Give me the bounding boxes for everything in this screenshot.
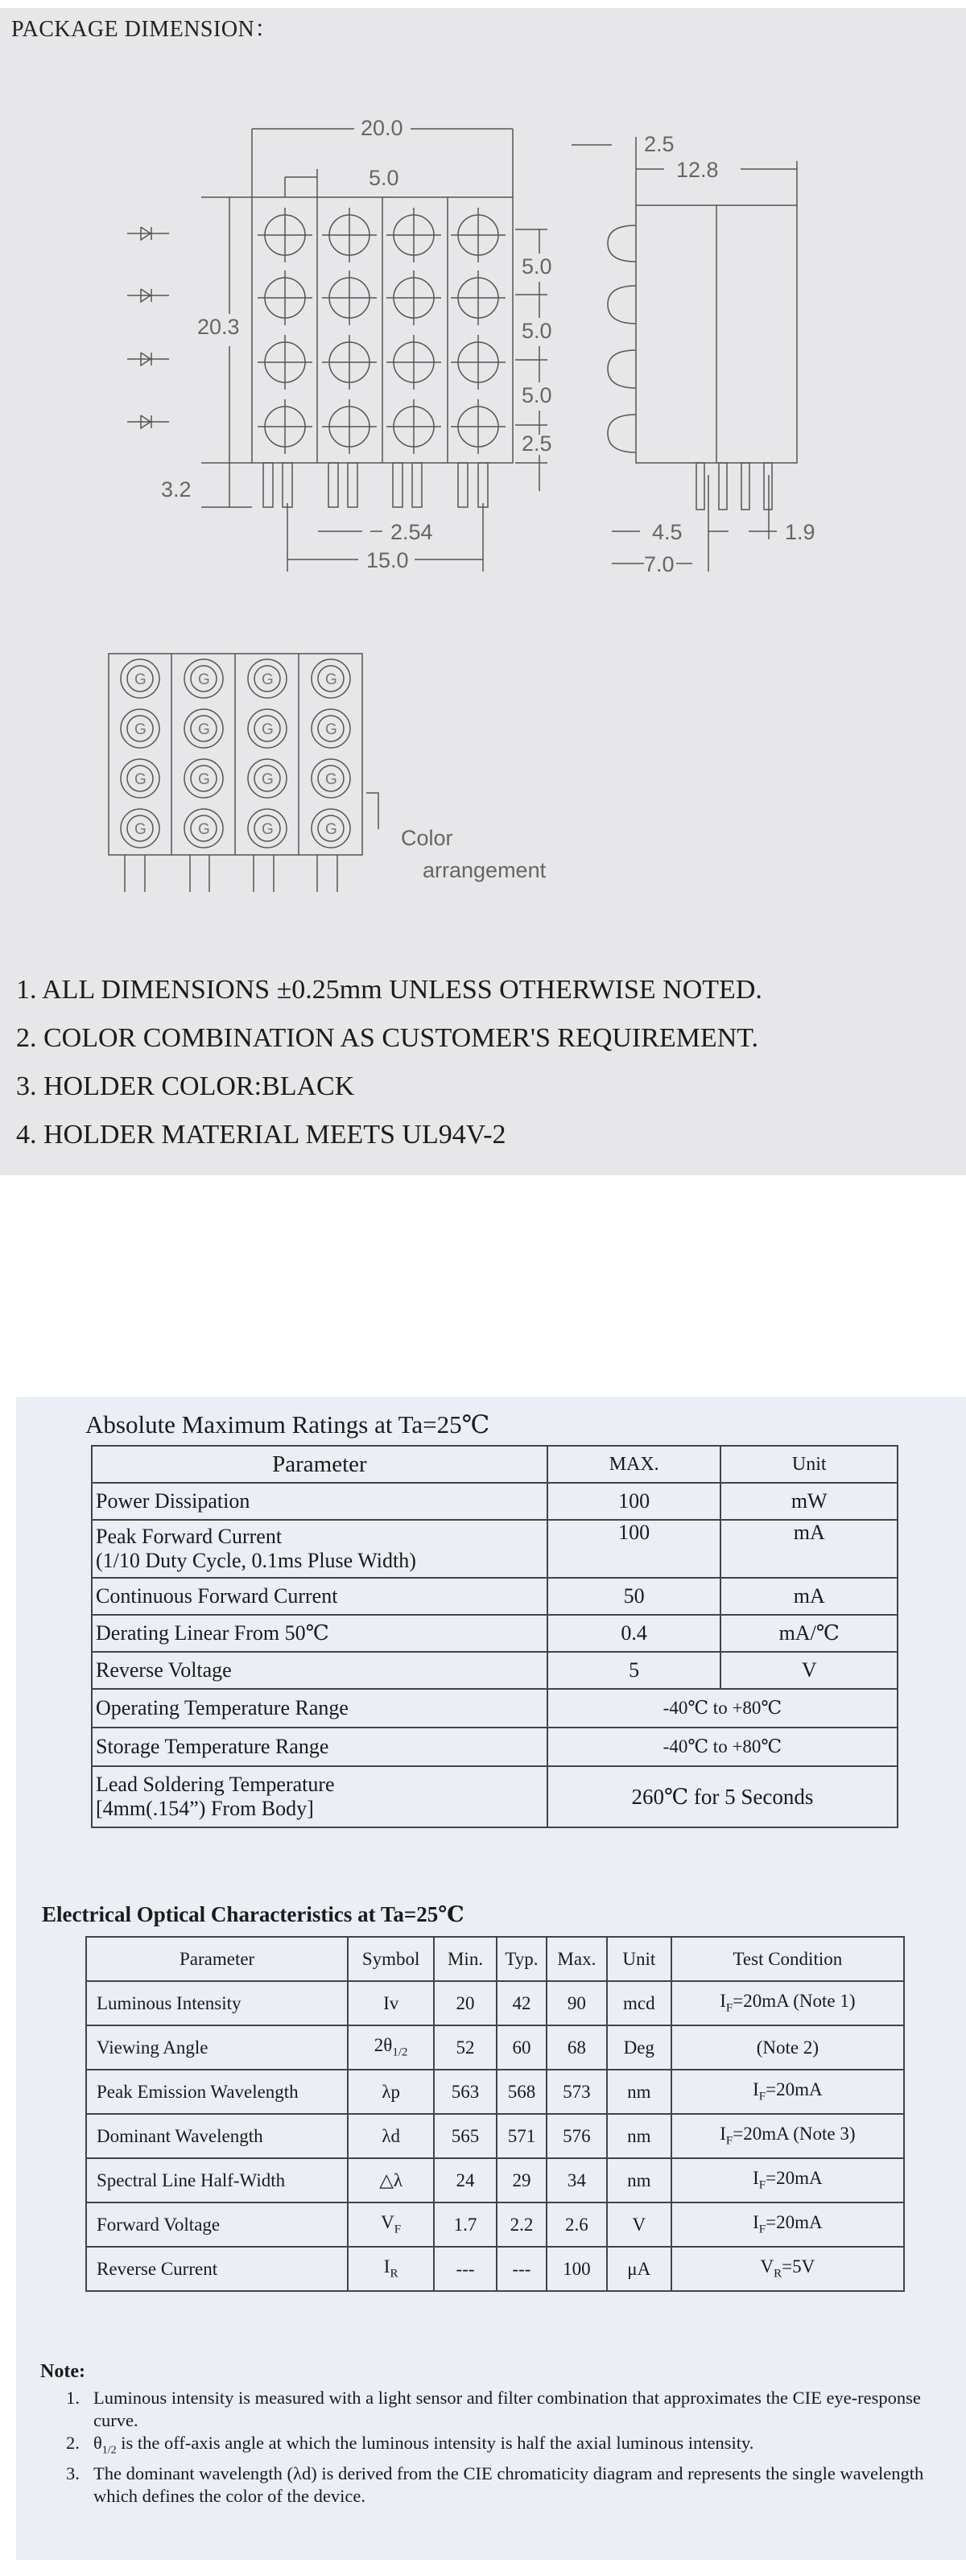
header-typ: Typ. bbox=[497, 1937, 547, 1981]
header-parameter: Parameter bbox=[86, 1937, 348, 1981]
condition-rest: =20mA bbox=[766, 2079, 823, 2100]
package-note: 3. HOLDER COLOR:BLACK bbox=[16, 1071, 355, 1101]
param-line2: [4mm(.154”) From Body] bbox=[96, 1797, 314, 1820]
range-cell: -40℃ to +80℃ bbox=[547, 1728, 898, 1766]
param-cell: Power Dissipation bbox=[92, 1483, 547, 1520]
header-unit: Unit bbox=[607, 1937, 671, 1981]
side-pin bbox=[696, 463, 704, 510]
range-cell: -40℃ to +80℃ bbox=[547, 1689, 898, 1728]
param-cell: Reverse Current bbox=[86, 2247, 348, 2291]
symbol-cell bbox=[348, 2025, 434, 2070]
front-pins bbox=[263, 463, 488, 507]
note-text: is the off-axis angle at which the luminous intensity is half the axial luminous intensity. bbox=[116, 2433, 754, 2453]
min-cell: 1.7 bbox=[434, 2202, 497, 2247]
eoc-header bbox=[86, 1937, 904, 1981]
condition-cell bbox=[671, 2025, 904, 2070]
side-pin bbox=[764, 463, 772, 510]
pin bbox=[263, 463, 273, 507]
dim-overall-height: 20.3 bbox=[197, 315, 240, 339]
note-number: 1. bbox=[66, 2388, 80, 2408]
unit-cell: V bbox=[720, 1652, 898, 1689]
header-symbol: Symbol bbox=[348, 1937, 434, 1981]
condition-cell bbox=[671, 2158, 904, 2202]
table-row bbox=[92, 1728, 898, 1766]
condition-sub: R bbox=[774, 2267, 782, 2281]
typ-cell: 29 bbox=[497, 2158, 547, 2202]
condition-cell bbox=[671, 2070, 904, 2114]
note-symbol: θ bbox=[93, 2433, 102, 2453]
package-note: 4. HOLDER MATERIAL MEETS UL94V-2 bbox=[16, 1120, 506, 1150]
max-cell: 34 bbox=[547, 2158, 607, 2202]
color-letter: G bbox=[134, 821, 147, 838]
header-min: Min. bbox=[434, 1937, 497, 1981]
condition-main: V bbox=[760, 2256, 774, 2277]
min-cell: --- bbox=[434, 2247, 497, 2291]
param-cell: Peak Emission Wavelength bbox=[86, 2070, 348, 2114]
led-direction-arrows bbox=[127, 227, 169, 428]
symbol-cell bbox=[348, 2158, 434, 2202]
condition-cell bbox=[671, 1981, 904, 2025]
package-notes bbox=[16, 966, 762, 1159]
unit-cell: mA/℃ bbox=[720, 1615, 898, 1652]
param-line2: (1/10 Duty Cycle, 0.1ms Pluse Width) bbox=[96, 1549, 416, 1572]
note-symbol-sub: 1/2 bbox=[101, 2444, 117, 2457]
typ-cell: 571 bbox=[497, 2114, 547, 2158]
dim-pin-pitch: 2.54 bbox=[390, 520, 433, 544]
side-pins bbox=[696, 463, 772, 510]
note-item bbox=[66, 2432, 935, 2462]
param-cell: Viewing Angle bbox=[86, 2025, 348, 2070]
symbol-main: λp bbox=[382, 2081, 400, 2102]
led-grid bbox=[258, 208, 506, 454]
color-letter: G bbox=[262, 721, 274, 738]
dim-side-1-9: 1.9 bbox=[785, 520, 815, 544]
symbol-main: 2θ bbox=[374, 2035, 393, 2056]
min-cell: 20 bbox=[434, 1981, 497, 2025]
condition-rest: =20mA (Note 1) bbox=[733, 1991, 856, 2012]
table-row bbox=[86, 2025, 904, 2070]
pin bbox=[458, 463, 468, 507]
dim-side-4-5: 4.5 bbox=[652, 520, 683, 544]
package-note: 2. COLOR COMBINATION AS CUSTOMER'S REQUIREMENT. bbox=[16, 1023, 759, 1053]
condition-cell bbox=[671, 2202, 904, 2247]
pin bbox=[283, 463, 292, 507]
table-row bbox=[92, 1615, 898, 1652]
unit-cell: Deg bbox=[607, 2025, 671, 2070]
pin bbox=[478, 463, 488, 507]
typ-cell: --- bbox=[497, 2247, 547, 2291]
unit-cell: nm bbox=[607, 2114, 671, 2158]
max-cell: 100 bbox=[547, 1520, 721, 1578]
dim-pin-length: 3.2 bbox=[161, 477, 192, 502]
color-letter: G bbox=[325, 671, 337, 688]
note-number: 3. bbox=[66, 2462, 80, 2483]
side-pin bbox=[719, 463, 727, 510]
color-letter: G bbox=[262, 771, 274, 788]
unit-cell: mcd bbox=[607, 1981, 671, 2025]
color-letter: G bbox=[134, 671, 147, 688]
param-cell: Luminous Intensity bbox=[86, 1981, 348, 2025]
symbol-main: I bbox=[383, 2256, 390, 2277]
param-cell: Reverse Voltage bbox=[92, 1652, 547, 1689]
note-text: The dominant wavelength (λd) is derived from the CIE chromaticity diagram and represents the single wavelength which defines the color of the device. bbox=[93, 2462, 924, 2506]
typ-cell: 2.2 bbox=[497, 2202, 547, 2247]
color-caption-line1: Color bbox=[401, 826, 453, 850]
symbol-sub: 1/2 bbox=[392, 2046, 408, 2059]
min-cell: 24 bbox=[434, 2158, 497, 2202]
condition-rest: =20mA (Note 3) bbox=[733, 2124, 856, 2145]
min-cell: 563 bbox=[434, 2070, 497, 2114]
color-letter: G bbox=[325, 821, 337, 838]
dim-side-7-0: 7.0 bbox=[644, 552, 675, 576]
pin bbox=[328, 463, 338, 507]
table-row bbox=[86, 2247, 904, 2291]
max-cell: 0.4 bbox=[547, 1615, 721, 1652]
param-line1: Peak Forward Current bbox=[96, 1525, 283, 1548]
table-row bbox=[86, 1981, 904, 2025]
param-cell bbox=[92, 1766, 547, 1827]
max-cell: 90 bbox=[547, 1981, 607, 2025]
note-text: Luminous intensity is measured with a light sensor and filter combination that approximates the CIE eye-response curve. bbox=[93, 2388, 921, 2430]
condition-main: I bbox=[720, 2124, 726, 2145]
unit-cell: mW bbox=[720, 1483, 898, 1520]
condition-rest: =20mA bbox=[766, 2212, 823, 2233]
note-item bbox=[66, 2462, 935, 2508]
param-cell: Spectral Line Half-Width bbox=[86, 2158, 348, 2202]
condition-sub: F bbox=[725, 2134, 733, 2148]
header-test-condition: Test Condition bbox=[671, 1937, 904, 1981]
symbol-main: λd bbox=[382, 2125, 400, 2146]
symbol-main: △λ bbox=[379, 2169, 403, 2190]
condition-rest: =20mA bbox=[766, 2168, 823, 2189]
param-cell: Derating Linear From 50℃ bbox=[92, 1615, 547, 1652]
symbol-main: Iv bbox=[383, 1992, 399, 2013]
color-letter: G bbox=[198, 721, 210, 738]
max-cell: 100 bbox=[547, 1483, 721, 1520]
dim-side-thickness: 2.5 bbox=[644, 132, 675, 156]
table-row bbox=[92, 1766, 898, 1827]
unit-cell: mA bbox=[720, 1520, 898, 1578]
condition-cell bbox=[671, 2247, 904, 2291]
notes-title: Note: bbox=[40, 2361, 85, 2382]
symbol-cell bbox=[348, 2070, 434, 2114]
pin bbox=[348, 463, 357, 507]
color-letter: G bbox=[198, 771, 210, 788]
unit-cell: mA bbox=[720, 1578, 898, 1615]
symbol-cell bbox=[348, 2247, 434, 2291]
symbol-cell bbox=[348, 1981, 434, 2025]
param-cell: Operating Temperature Range bbox=[92, 1689, 547, 1728]
condition-cell bbox=[671, 2114, 904, 2158]
max-cell: 50 bbox=[547, 1578, 721, 1615]
abs-max-header bbox=[92, 1446, 898, 1483]
max-cell: 2.6 bbox=[547, 2202, 607, 2247]
table-row bbox=[92, 1483, 898, 1520]
package-drawing bbox=[0, 8, 966, 942]
max-cell: 576 bbox=[547, 2114, 607, 2158]
color-letter: G bbox=[198, 671, 210, 688]
unit-cell: nm bbox=[607, 2070, 671, 2114]
condition-main: I bbox=[753, 2079, 759, 2100]
pin bbox=[393, 463, 402, 507]
symbol-main: V bbox=[381, 2212, 394, 2233]
eoc-table bbox=[85, 1936, 905, 2292]
dim-bottom-offset: 2.5 bbox=[522, 431, 552, 456]
unit-cell: nm bbox=[607, 2158, 671, 2202]
color-letter: G bbox=[325, 721, 337, 738]
condition-sub: F bbox=[758, 2178, 766, 2192]
condition-main: I bbox=[753, 2168, 759, 2189]
note-item bbox=[66, 2387, 935, 2432]
dim-overall-width: 20.0 bbox=[361, 116, 403, 140]
condition-main: I bbox=[720, 1991, 726, 2012]
dim-pin-span: 15.0 bbox=[366, 548, 409, 572]
table-row bbox=[86, 2070, 904, 2114]
color-letter: G bbox=[198, 821, 210, 838]
abs-max-title: Absolute Maximum Ratings at Ta=25℃ bbox=[85, 1410, 490, 1439]
unit-cell: μA bbox=[607, 2247, 671, 2291]
side-pin bbox=[741, 463, 749, 510]
param-line1: Lead Soldering Temperature bbox=[96, 1773, 335, 1796]
param-cell: Storage Temperature Range bbox=[92, 1728, 547, 1766]
color-letter: G bbox=[134, 771, 147, 788]
symbol-cell bbox=[348, 2114, 434, 2158]
max-cell: 100 bbox=[547, 2247, 607, 2291]
table-row bbox=[92, 1652, 898, 1689]
header-unit: Unit bbox=[720, 1446, 898, 1483]
min-cell: 565 bbox=[434, 2114, 497, 2158]
symbol-cell bbox=[348, 2202, 434, 2247]
condition-sub: F bbox=[758, 2090, 766, 2103]
color-caption-line2: arrangement bbox=[423, 858, 547, 882]
typ-cell: 568 bbox=[497, 2070, 547, 2114]
max-cell: 68 bbox=[547, 2025, 607, 2070]
param-cell: Dominant Wavelength bbox=[86, 2114, 348, 2158]
abs-max-table bbox=[91, 1445, 898, 1828]
package-note: 1. ALL DIMENSIONS ±0.25mm UNLESS OTHERWISE NOTED. bbox=[16, 975, 762, 1005]
typ-cell: 60 bbox=[497, 2025, 547, 2070]
param-cell: Forward Voltage bbox=[86, 2202, 348, 2247]
header-parameter: Parameter bbox=[92, 1446, 547, 1483]
typ-cell: 42 bbox=[497, 1981, 547, 2025]
dim-pitch-top: 5.0 bbox=[369, 166, 399, 190]
dim-pitch-r2: 5.0 bbox=[522, 319, 552, 343]
note-number: 2. bbox=[66, 2433, 80, 2453]
eoc-title: Electrical Optical Characteristics at Ta=25℃ bbox=[42, 1902, 464, 1926]
table-row bbox=[86, 2114, 904, 2158]
header-max: Max. bbox=[547, 1937, 607, 1981]
dim-pitch-r3: 5.0 bbox=[522, 383, 552, 407]
dim-side-depth: 12.8 bbox=[676, 158, 719, 182]
table-row bbox=[92, 1578, 898, 1615]
dim-pitch-r1: 5.0 bbox=[522, 254, 552, 279]
table-row bbox=[86, 2202, 904, 2247]
condition-rest: =5V bbox=[782, 2256, 815, 2277]
color-letter: G bbox=[134, 721, 147, 738]
notes-list bbox=[66, 2387, 935, 2508]
table-row bbox=[92, 1689, 898, 1728]
min-cell: 52 bbox=[434, 2025, 497, 2070]
header-max: MAX. bbox=[547, 1446, 721, 1483]
table-row bbox=[92, 1520, 898, 1578]
range-cell: 260℃ for 5 Seconds bbox=[547, 1766, 898, 1827]
color-letter: G bbox=[325, 771, 337, 788]
param-cell: Continuous Forward Current bbox=[92, 1578, 547, 1615]
param-cell bbox=[92, 1520, 547, 1578]
unit-cell: V bbox=[607, 2202, 671, 2247]
symbol-sub: F bbox=[394, 2223, 402, 2236]
condition-main: I bbox=[753, 2212, 759, 2233]
pin bbox=[412, 463, 422, 507]
color-letter: G bbox=[262, 671, 274, 688]
table-row bbox=[86, 2158, 904, 2202]
color-pins bbox=[125, 855, 337, 892]
max-cell: 573 bbox=[547, 2070, 607, 2114]
package-dimension-title: PACKAGE DIMENSION： bbox=[11, 17, 278, 42]
color-letter: G bbox=[262, 821, 274, 838]
condition-main: (Note 2) bbox=[756, 2037, 819, 2058]
max-cell: 5 bbox=[547, 1652, 721, 1689]
condition-sub: F bbox=[725, 2001, 733, 2015]
condition-sub: F bbox=[758, 2223, 766, 2236]
symbol-sub: R bbox=[390, 2267, 398, 2281]
